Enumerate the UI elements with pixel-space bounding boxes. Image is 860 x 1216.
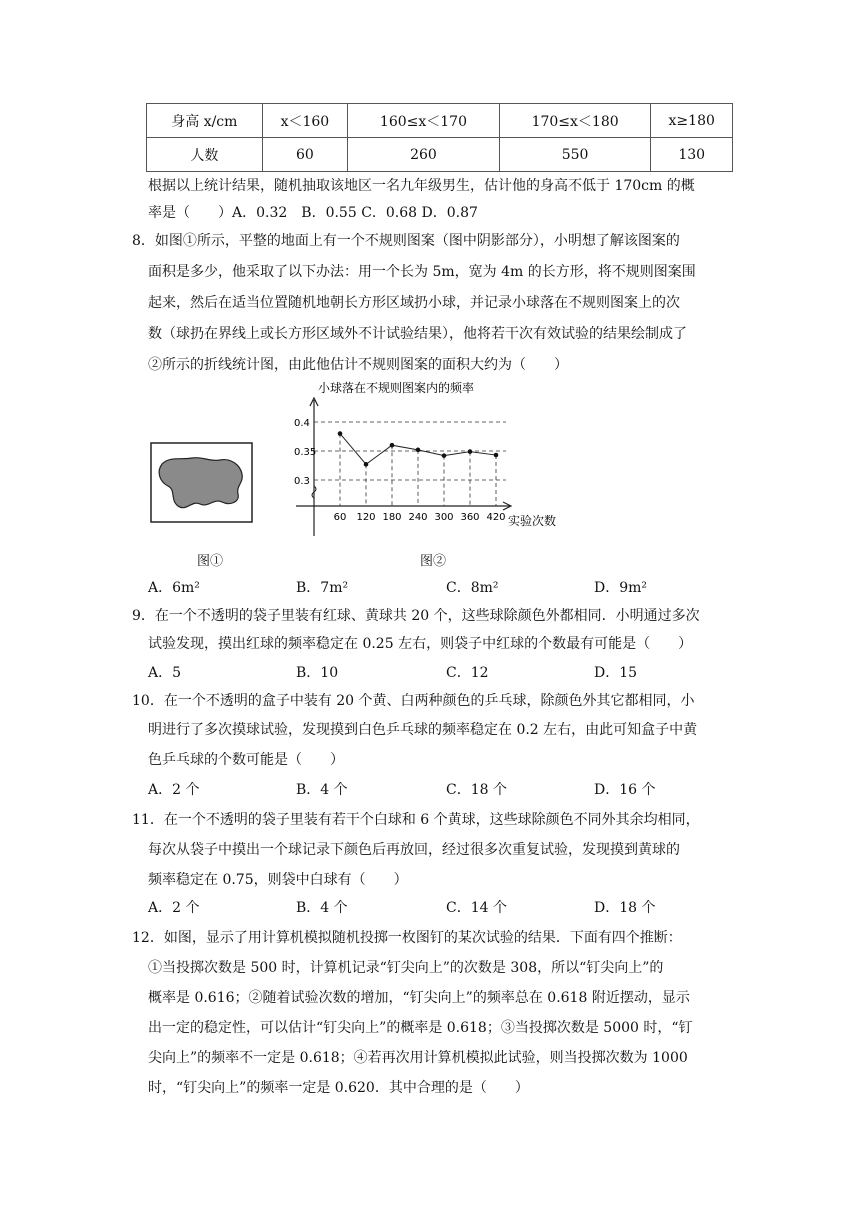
table-cell: 人数 — [147, 138, 263, 172]
table-cell: 260 — [348, 138, 500, 172]
x-tick-label: 180 — [382, 512, 402, 523]
table-cell: 170≤x＜180 — [499, 104, 651, 138]
q7-text-line: 率是（ ）A．0.32 B．0.55 C．0.68 D．0.87 — [148, 205, 478, 221]
q11-option: A．2 个 — [148, 900, 200, 916]
q10-text-line: 明进行了多次摸球试验，发现摸到白色乒乓球的频率稳定在 0.2 左右，由此可知盒子中黄 — [148, 722, 698, 738]
q12-text-line: 时，“钉尖向上”的频率一定是 0.620．其中合理的是（ ） — [148, 1080, 529, 1096]
q9-option: D．15 — [594, 665, 638, 681]
table-cell: 身高 x/cm — [147, 104, 263, 138]
q8-text-line: 数（球扔在界线上或长方形区域外不计试验结果），他将若干次有效试验的结果绘制成了 — [148, 326, 687, 342]
x-tick-label: 360 — [460, 512, 480, 523]
q12-text-line: 概率是 0.616；②随着试验次数的增加，“钉尖向上”的频率总在 0.618 附近摆动，显示 — [148, 990, 690, 1006]
q12-text-line: ①当投掷次数是 500 时，计算机记录“钉尖向上”的次数是 308，所以“钉尖向上”的 — [148, 960, 664, 976]
q10-option: D．16 个 — [594, 782, 656, 798]
chart-y-ticks — [294, 418, 316, 487]
q11-text-line: 每次从袋子中摸出一个球记录下颜色后再放回，经过很多次重复试验，发现摸到黄球的 — [148, 842, 680, 858]
q8-text-line: 8．如图①所示，平整的地面上有一个不规则图案（图中阴影部分），小明想了解该图案的 — [132, 233, 680, 249]
q8-text-line: ②所示的折线统计图，由此他估计不规则图案的面积大约为（ ） — [148, 357, 568, 373]
q8-text-line: 起来，然后在适当位置随机地朝长方形区域扔小球，并记录小球落在不规则图案上的次 — [148, 295, 680, 311]
q12-text-line: 出一定的稳定性，可以估计“钉尖向上”的概率是 0.618；③当投掷次数是 5000 时，“钉 — [148, 1020, 693, 1036]
q10-text-line: 色乒乓球的个数可能是（ ） — [148, 752, 344, 768]
chart-x-ticks — [334, 512, 506, 523]
data-point — [468, 449, 473, 454]
q10-option: C．18 个 — [446, 782, 507, 798]
q8-option: D．9m² — [594, 580, 648, 596]
irregular-shape-figure — [150, 442, 254, 524]
q8-text-line: 面积是多少，他采取了以下办法：用一个长为 5m，宽为 4m 的长方形，将不规则图案围 — [148, 264, 696, 280]
data-point — [338, 431, 343, 436]
x-tick-label: 420 — [486, 512, 506, 523]
q12-text-line: 尖向上”的频率不一定是 0.618；④若再次用计算机模拟此试验，则当投掷次数为 1000 — [148, 1050, 688, 1066]
q11-option: D．18 个 — [594, 900, 656, 916]
height-table — [146, 103, 733, 172]
q7-text-line: 根据以上统计结果，随机抽取该地区一名九年级男生，估计他的身高不低于 170cm 的概 — [148, 178, 695, 194]
chart-series — [338, 431, 499, 466]
q9-text-line: 试验发现，摸出红球的频率稳定在 0.25 左右，则袋子中红球的个数最有可能是（ ） — [148, 636, 693, 652]
table-cell: 160≤x＜170 — [348, 104, 500, 138]
q9-option: B．10 — [296, 665, 339, 681]
q9-option: C．12 — [446, 665, 489, 681]
x-tick-label: 240 — [408, 512, 428, 523]
q10-option: B．4 个 — [296, 782, 348, 798]
q8-option: A．6m² — [148, 580, 200, 596]
data-point — [390, 443, 395, 448]
q9-option: A．5 — [148, 665, 182, 681]
data-point — [416, 448, 421, 453]
data-point — [442, 453, 447, 458]
chart-x-axis-label: 实验次数 — [508, 514, 557, 528]
table-header-row — [147, 104, 733, 138]
y-tick-label: 0.4 — [294, 418, 310, 429]
data-point — [364, 462, 369, 467]
x-tick-label: 300 — [434, 512, 454, 523]
y-tick-label: 0.3 — [294, 476, 310, 487]
q8-option: B．7m² — [296, 580, 349, 596]
q8-option: C．8m² — [446, 580, 499, 596]
x-tick-label: 120 — [356, 512, 376, 523]
q11-option: C．14 个 — [446, 900, 507, 916]
table-cell: x＜160 — [262, 104, 347, 138]
table-cell: 60 — [262, 138, 347, 172]
frequency-line-chart — [280, 378, 580, 543]
table-row — [147, 138, 733, 172]
chart-grid — [314, 422, 506, 506]
q12-text-line: 12．如图，显示了用计算机模拟随机投掷一枚图钉的某次试验的结果．下面有四个推断： — [132, 930, 682, 946]
q11-text-line: 频率稳定在 0.75，则袋中白球有（ ） — [148, 872, 408, 888]
y-tick-label: 0.35 — [294, 447, 317, 458]
q9-text-line: 9．在一个不透明的袋子里装有红球、黄球共 20 个，这些球除颜色外都相同．小明通过多次 — [132, 608, 700, 624]
q11-text-line: 11．在一个不透明的袋子里装有若干个白球和 6 个黄球，这些球除颜色不同外其余均相同， — [132, 812, 700, 828]
q10-text-line: 10．在一个不透明的盒子中装有 20 个黄、白两种颜色的乒乓球，除颜色外其它都相同，小 — [132, 693, 695, 709]
q10-option: A．2 个 — [148, 782, 200, 798]
figure-1-caption: 图① — [197, 554, 224, 569]
table-cell: 550 — [499, 138, 651, 172]
table-cell: x≥180 — [651, 104, 733, 138]
q11-option: B．4 个 — [296, 900, 348, 916]
data-point — [494, 453, 499, 458]
chart-title: 小球落在不规则图案内的频率 — [318, 381, 475, 395]
table-cell: 130 — [651, 138, 733, 172]
x-tick-label: 60 — [333, 512, 347, 523]
figure-2-caption: 图② — [420, 554, 447, 569]
